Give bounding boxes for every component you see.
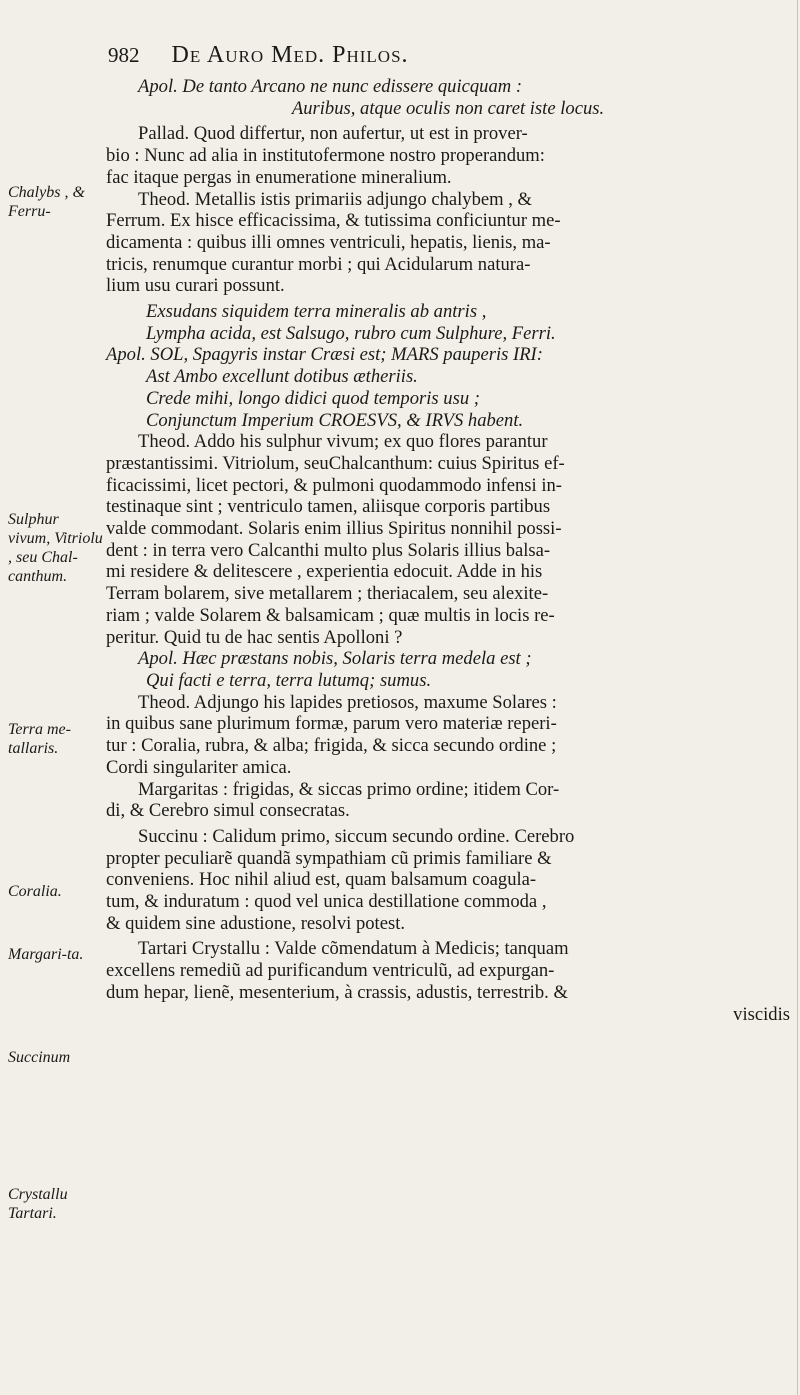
text-line: Apol. De tanto Arcano ne nunc edissere quicquam : bbox=[138, 76, 523, 97]
text-line: Cordi singulariter amica. bbox=[106, 756, 292, 778]
text-line: Apol. Hæc præstans nobis, Solaris terra medela est ; bbox=[138, 648, 532, 670]
text-line: Margaritas : frigidas, & siccas primo ordine; itidem Cor- bbox=[138, 778, 560, 800]
text-line: conveniens. Hoc nihil aliud est, quam balsamum coagula- bbox=[106, 869, 537, 891]
text-line: propter peculiarẽ quandã sympathiam cũ primis familiare & bbox=[106, 847, 552, 869]
margin-note-succinum: Succinum bbox=[8, 1049, 71, 1066]
text-line: præstantissimi. Vitriolum, seuChalcanthum: cuius Spiritus ef- bbox=[106, 452, 565, 474]
text-line: di, & Cerebro simul consecratas. bbox=[106, 800, 350, 822]
text-line: tur : Coralia, rubra, & alba; frigida, & sicca secundo ordine ; bbox=[106, 735, 557, 757]
margin-note-margarita: Margari-ta. bbox=[8, 946, 84, 963]
text-line: Theod. Adjungo his lapides pretiosos, maxume Solares : bbox=[138, 691, 557, 713]
margin-note-chalybs: Chalybs , & Ferru- bbox=[8, 184, 85, 220]
margin-note-coralia: Coralia. bbox=[8, 883, 62, 900]
text-line: Tartari Crystallu : Valde cõmendatum à Medicis; tanquam bbox=[138, 938, 569, 960]
text-line: mi residere & delitescere , experientia edocuit. Adde in his bbox=[106, 561, 543, 583]
text-line: testinaque sint ; ventriculo tamen, aliisque corporis partibus bbox=[106, 496, 551, 518]
text-line: & quidem sine adustione, resolvi potest. bbox=[106, 912, 406, 934]
text-line: Exsudans siquidem terra mineralis ab antris , bbox=[146, 301, 487, 323]
text-line: Theod. Addo his sulphur vivum; ex quo flores parantur bbox=[138, 431, 548, 453]
text-line: peritur. Quid tu de hac sentis Apolloni ? bbox=[106, 626, 403, 648]
text-line: dent : in terra vero Calcanthi multo plus Solaris illius balsa- bbox=[106, 539, 551, 561]
margin-note-sulphur: Sulphur vivum, Vitriolu , seu Chal-canthum. bbox=[8, 511, 103, 585]
running-title: De Auro Med. Philos. bbox=[171, 42, 409, 68]
text-line: tum, & induratum : quod vel unica destillatione commoda , bbox=[106, 891, 547, 913]
text-line: Conjunctum Imperium CROESVS, & IRVS habent. bbox=[146, 409, 524, 431]
page-number: 982 bbox=[108, 43, 140, 67]
text-line: Pallad. Quod differtur, non aufertur, ut est in prover- bbox=[138, 123, 528, 145]
margin-note-terra: Terra me-tallaris. bbox=[8, 721, 71, 757]
text-line: ficacissimi, licet pectori, & pulmoni quodammodo infensi in- bbox=[106, 474, 562, 496]
running-header bbox=[108, 42, 768, 69]
text-line: Apol. SOL, Spagyris instar Cræsi est; MARS pauperis IRI: bbox=[106, 344, 543, 366]
text-body bbox=[106, 76, 790, 1025]
margin-note-crystallum: Crystallu Tartari. bbox=[8, 1186, 68, 1222]
text-line: excellens remediũ ad purificandum ventriculũ, ad expurgan- bbox=[106, 960, 555, 982]
text-line: Qui facti e terra, terra lutumq; sumus. bbox=[146, 669, 432, 691]
text-line: dum hepar, lienẽ, mesenterium, à crassis, adustis, terrestrib. & bbox=[106, 981, 568, 1003]
text-line: Lympha acida, est Salsugo, rubro cum Sulphure, Ferri. bbox=[146, 322, 556, 344]
page-edge-line bbox=[797, 0, 798, 1395]
text-line: Ast Ambo excellunt dotibus ætheriis. bbox=[146, 366, 418, 388]
text-line: lium usu curari possunt. bbox=[106, 275, 285, 297]
text-line: Succinu : Calidum primo, siccum secundo ordine. Cerebro bbox=[138, 825, 575, 847]
text-line: in quibus sane plurimum formæ, parum vero materiæ reperi- bbox=[106, 713, 557, 735]
text-line: bio : Nunc ad alia in institutofermone nostro properandum: bbox=[106, 145, 545, 167]
text-line: Terram bolarem, sive metallarem ; theriacalem, seu alexite- bbox=[106, 583, 549, 605]
text-line: Ferrum. Ex hisce efficacissima, & tutissima conficiuntur me- bbox=[106, 210, 561, 232]
text-line: valde commodant. Solaris enim illius Spiritus nonnihil possi- bbox=[106, 518, 562, 540]
text-line: dicamenta : quibus illi omnes ventriculi, hepatis, lienis, ma- bbox=[106, 231, 551, 253]
catchword: viscidis bbox=[733, 1003, 790, 1025]
text-line: Crede mihi, longo didici quod temporis usu ; bbox=[146, 387, 480, 409]
text-line: Auribus, atque oculis non caret iste locus. bbox=[291, 97, 605, 119]
text-line: fac itaque pergas in enumeratione mineralium. bbox=[106, 166, 452, 188]
text-line: riam ; valde Solarem & balsamicam ; quæ multis in locis re- bbox=[106, 604, 555, 626]
text-line: Theod. Metallis istis primariis adjungo chalybem , & bbox=[138, 188, 533, 210]
text-line: tricis, renumque curantur morbi ; qui Acidularum natura- bbox=[106, 253, 531, 275]
